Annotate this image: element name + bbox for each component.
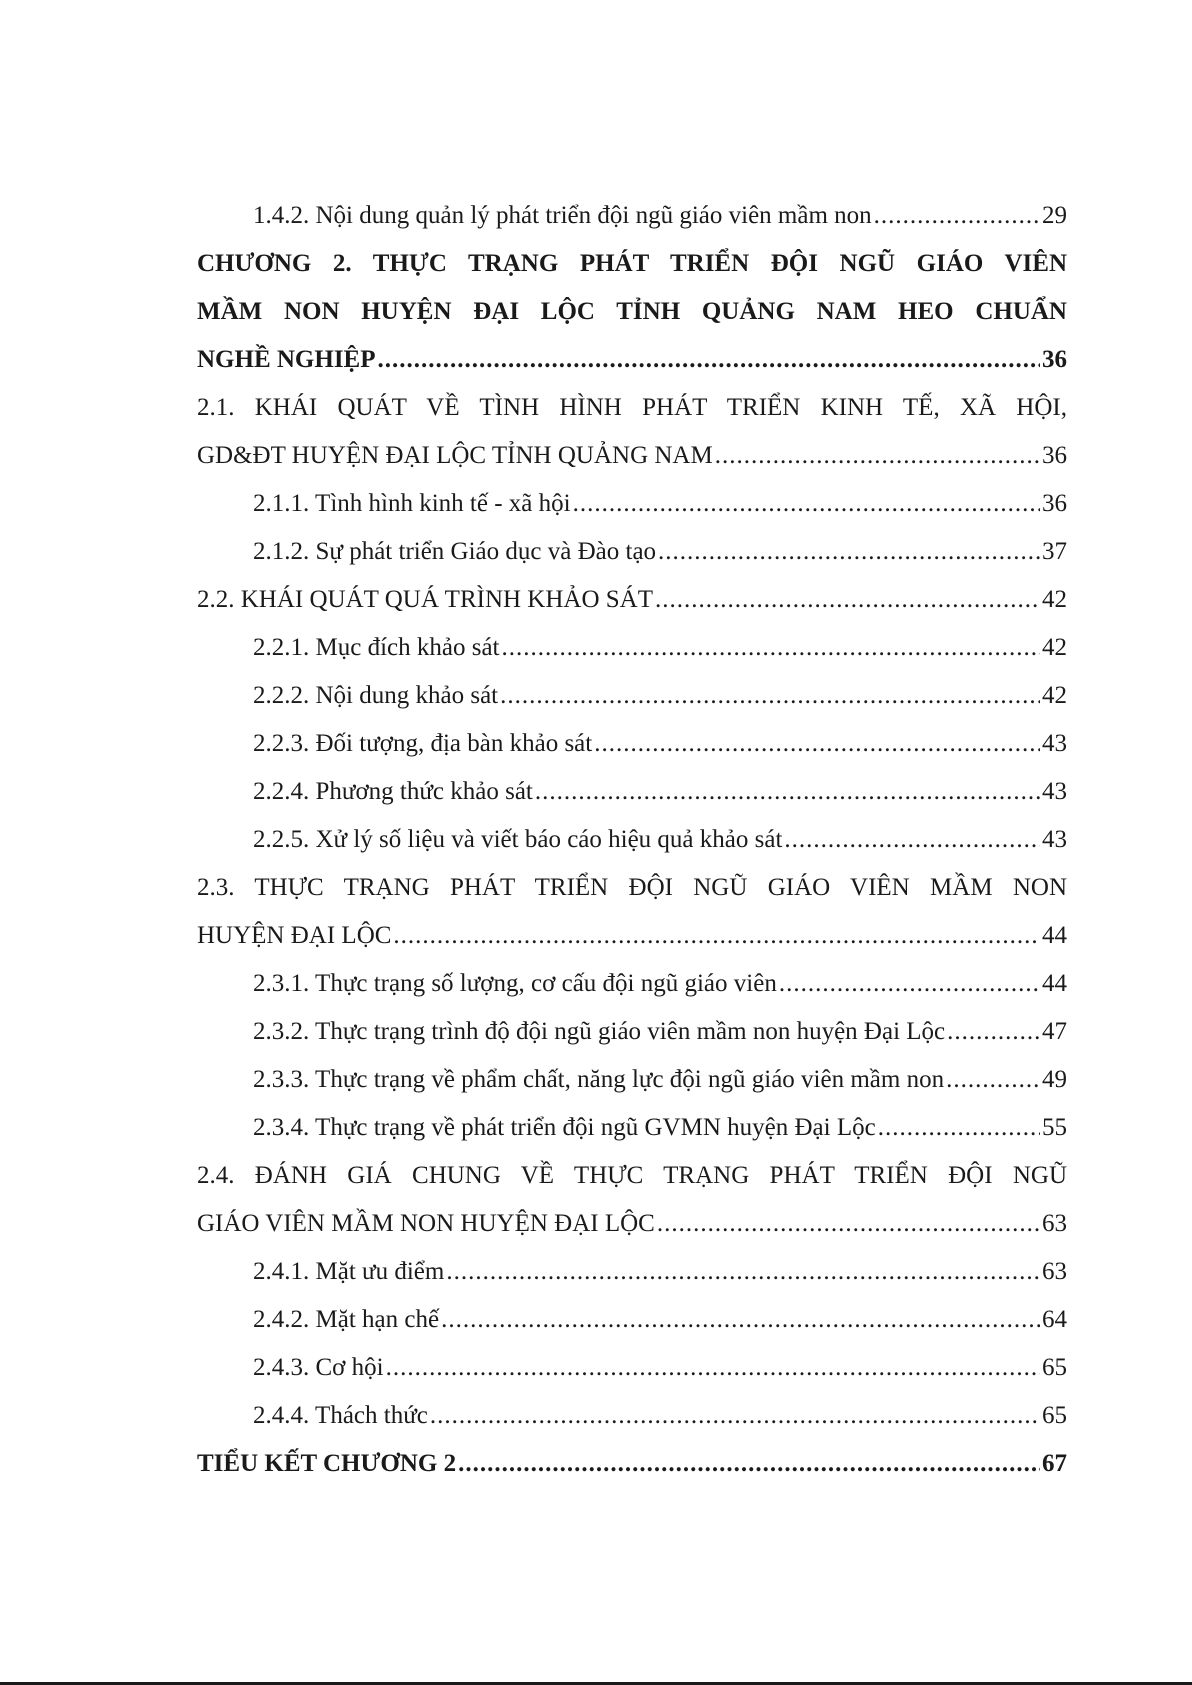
toc-entry-2-2-5[interactable]: [197, 816, 1067, 864]
toc-entry-title-line: 2.4. ĐÁNH GIÁ CHUNG VỀ THỰC TRẠNG PHÁT TRIỂN ĐỘI NGŨ: [197, 1162, 1067, 1189]
dot-leader: [393, 912, 1040, 960]
toc-entry-title: 2.1.1. Tình hình kinh tế - xã hội: [253, 490, 571, 517]
dot-leader: [946, 1056, 1040, 1104]
toc-page-number: 49: [1042, 1066, 1067, 1093]
toc-entry-title-line: 2.3. THỰC TRẠNG PHÁT TRIỂN ĐỘI NGŨ GIÁO VIÊN MẦM NON: [197, 874, 1067, 901]
dot-leader: [446, 1248, 1040, 1296]
toc-entry-2-2-2[interactable]: [197, 672, 1067, 720]
dot-leader: [594, 720, 1040, 768]
toc-entry-line: [253, 1104, 1067, 1152]
toc-entry-2-2-1[interactable]: [197, 624, 1067, 672]
dot-leader: [779, 960, 1040, 1008]
dot-leader: [657, 1200, 1040, 1248]
toc-entry-2-3-1[interactable]: [197, 960, 1067, 1008]
toc-entry-title: 2.3.1. Thực trạng số lượng, cơ cấu đội ngũ giáo viên: [253, 970, 777, 997]
toc-entry-line: [253, 1392, 1067, 1440]
dot-leader: [655, 576, 1040, 624]
dot-leader: [658, 528, 1040, 576]
toc-entry-title-line: MẦM NON HUYỆN ĐẠI LỘC TỈNH QUẢNG NAM HEO CHUẨN: [197, 298, 1067, 325]
toc-entry-1-4-2[interactable]: [197, 192, 1067, 240]
toc-entry-title: NGHỀ NGHIỆP: [197, 346, 376, 373]
toc-page-number: 63: [1042, 1258, 1067, 1285]
toc-entry-line: [253, 1296, 1067, 1344]
toc-entry-line: [253, 528, 1067, 576]
toc-entry-ch2[interactable]: [197, 240, 1067, 384]
dot-leader: [430, 1392, 1040, 1440]
toc-entry-title: GD&ĐT HUYỆN ĐẠI LỘC TỈNH QUẢNG NAM: [197, 442, 713, 469]
toc-entry-2-1-1[interactable]: [197, 480, 1067, 528]
toc-page-number: 43: [1042, 730, 1067, 757]
dot-leader: [500, 672, 1040, 720]
toc-entry-line: [253, 768, 1067, 816]
dot-leader: [458, 1440, 1040, 1488]
toc-entry-title-line: 2.1. KHÁI QUÁT VỀ TÌNH HÌNH PHÁT TRIỂN KINH TẾ, XÃ HỘI,: [197, 394, 1067, 421]
toc-entry-line: [197, 1440, 1067, 1488]
toc-entry-line: [253, 624, 1067, 672]
toc-page-number: 65: [1042, 1354, 1067, 1381]
dot-leader: [874, 192, 1040, 240]
toc-page-number: 44: [1042, 970, 1067, 997]
toc-entry-title: 2.2.2. Nội dung khảo sát: [253, 682, 499, 709]
dot-leader: [501, 624, 1040, 672]
dot-leader: [535, 768, 1040, 816]
toc-entry-tk2[interactable]: [197, 1440, 1067, 1488]
toc-entry-line: [253, 1056, 1067, 1104]
toc-entry-title: 2.2.1. Mục đích khảo sát: [253, 634, 500, 661]
dot-leader: [441, 1296, 1040, 1344]
toc-entry-2-2-4[interactable]: [197, 768, 1067, 816]
toc-entry-line: [253, 1248, 1067, 1296]
toc-page-number: 43: [1042, 778, 1067, 805]
toc-entry-title: TIỂU KẾT CHƯƠNG 2: [197, 1450, 457, 1477]
toc-entry-line: [253, 960, 1067, 1008]
toc-page-number: 36: [1042, 442, 1067, 469]
toc-entry-2-1[interactable]: [197, 384, 1067, 480]
toc-entry-title: HUYỆN ĐẠI LỘC: [197, 922, 392, 949]
toc-entry-line: [253, 480, 1067, 528]
toc-entry-2-4-3[interactable]: [197, 1344, 1067, 1392]
toc-entry-title: 2.4.4. Thách thức: [253, 1402, 428, 1429]
dot-leader: [573, 480, 1040, 528]
toc-entry-2-3-2[interactable]: [197, 1008, 1067, 1056]
toc-page-number: 42: [1042, 586, 1067, 613]
toc-entry-title: 2.3.3. Thực trạng về phẩm chất, năng lực đội ngũ giáo viên mầm non: [253, 1066, 945, 1093]
dot-leader: [378, 336, 1041, 384]
toc-page-number: 42: [1042, 634, 1067, 661]
dot-leader: [715, 432, 1040, 480]
toc-entry-title: 2.4.3. Cơ hội: [253, 1354, 384, 1381]
toc-entry-title: 1.4.2. Nội dung quản lý phát triển đội ngũ giáo viên mầm non: [253, 202, 872, 229]
dot-leader: [878, 1104, 1040, 1152]
toc-entry-title: 2.2. KHÁI QUÁT QUÁ TRÌNH KHẢO SÁT: [197, 586, 654, 613]
toc-entry-2-3-4[interactable]: [197, 1104, 1067, 1152]
toc-entry-line: [197, 336, 1067, 384]
toc-entry-title: 2.2.3. Đối tượng, địa bàn khảo sát: [253, 730, 593, 757]
toc-entry-title: 2.2.5. Xử lý số liệu và viết báo cáo hiệu quả khảo sát: [253, 826, 783, 853]
toc-entry-title: 2.4.2. Mặt hạn chế: [253, 1306, 440, 1333]
toc-entry-line: [253, 1008, 1067, 1056]
toc-page-number: 47: [1042, 1018, 1067, 1045]
toc-page-number: 63: [1042, 1210, 1067, 1237]
toc-page-number: 36: [1042, 346, 1067, 373]
toc-entry-2-3-3[interactable]: [197, 1056, 1067, 1104]
toc-entry-title: 2.3.2. Thực trạng trình độ đội ngũ giáo viên mầm non huyện Đại Lộc: [253, 1018, 946, 1045]
toc-page-number: 55: [1042, 1114, 1067, 1141]
toc-entry-line: [253, 192, 1067, 240]
table-of-contents: [197, 192, 1067, 1488]
dot-leader: [386, 1344, 1040, 1392]
toc-page-number: 65: [1042, 1402, 1067, 1429]
toc-entry-2-4[interactable]: [197, 1152, 1067, 1248]
toc-page-number: 67: [1042, 1450, 1067, 1477]
toc-entry-2-1-2[interactable]: [197, 528, 1067, 576]
dot-leader: [947, 1008, 1040, 1056]
toc-entry-2-2-3[interactable]: [197, 720, 1067, 768]
toc-entry-title: GIÁO VIÊN MẦM NON HUYỆN ĐẠI LỘC: [197, 1210, 655, 1237]
toc-entry-line: [197, 1200, 1067, 1248]
toc-entry-title-line: CHƯƠNG 2. THỰC TRẠNG PHÁT TRIỂN ĐỘI NGŨ GIÁO VIÊN: [197, 250, 1067, 277]
toc-entry-line: [197, 432, 1067, 480]
toc-entry-2-4-4[interactable]: [197, 1392, 1067, 1440]
toc-entry-line: [253, 816, 1067, 864]
toc-entry-title: 2.1.2. Sự phát triển Giáo dục và Đào tạo: [253, 538, 657, 565]
toc-entry-2-4-2[interactable]: [197, 1296, 1067, 1344]
toc-entry-title: 2.4.1. Mặt ưu điểm: [253, 1258, 445, 1285]
toc-page-number: 64: [1042, 1306, 1067, 1333]
toc-entry-line: [253, 672, 1067, 720]
toc-entry-title: 2.3.4. Thực trạng về phát triển đội ngũ GVMN huyện Đại Lộc: [253, 1114, 876, 1141]
toc-entry-2-3[interactable]: [197, 864, 1067, 960]
toc-entry-line: [197, 576, 1067, 624]
toc-page-number: 29: [1042, 202, 1067, 229]
toc-page-number: 44: [1042, 922, 1067, 949]
toc-page-number: 36: [1042, 490, 1067, 517]
toc-entry-2-4-1[interactable]: [197, 1248, 1067, 1296]
toc-entry-line: [253, 1344, 1067, 1392]
toc-page-number: 43: [1042, 826, 1067, 853]
toc-page-number: 42: [1042, 682, 1067, 709]
toc-entry-line: [197, 912, 1067, 960]
toc-entry-title: 2.2.4. Phương thức khảo sát: [253, 778, 533, 805]
toc-page-number: 37: [1042, 538, 1067, 565]
toc-entry-line: [253, 720, 1067, 768]
toc-entry-2-2[interactable]: [197, 576, 1067, 624]
dot-leader: [784, 816, 1040, 864]
